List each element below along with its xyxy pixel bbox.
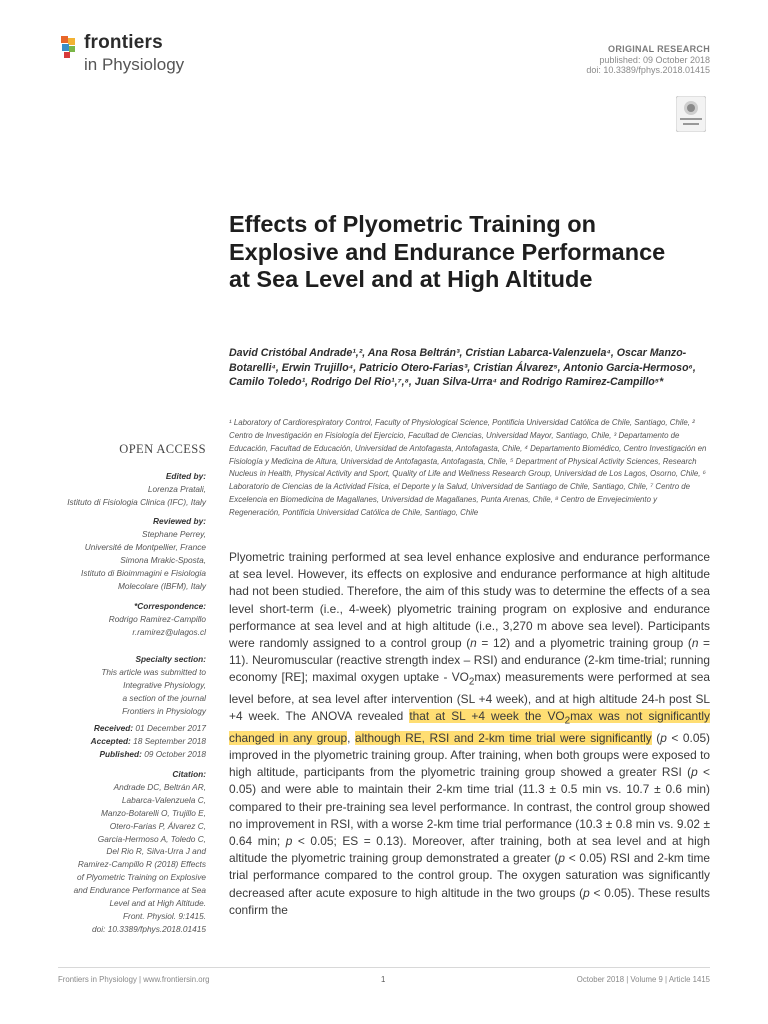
correspondence-label: *Correspondence: bbox=[134, 601, 206, 611]
citation-line: of Plyometric Training on Explosive bbox=[77, 872, 206, 883]
citation-doi[interactable]: doi: 10.3389/fphys.2018.01415 bbox=[92, 923, 206, 934]
abstract-text: Plyometric training performed at sea level enhance explosive and endurance performance at sea level. However, its effects on explosive and endurance performance at high altitude had not been studied. Therefore, the aim of this study was to determine the effects of a sea level short-term (i.e., 4-week) plyometric training program on explosive and endurance performance at sea level and at high altitude (i.e., 3,270 m above sea level). Participants were randomly assigned to a control group ( bbox=[229, 550, 710, 651]
dates-block bbox=[91, 722, 206, 761]
check-for-updates-icon bbox=[676, 96, 706, 132]
frontiers-logo-icon bbox=[58, 34, 80, 62]
citation-block bbox=[74, 768, 206, 936]
abstract-text: = 12) and a plyometric training group ( bbox=[476, 636, 692, 651]
correspondence-name: Rodrigo Ramirez-Campillo bbox=[108, 613, 206, 624]
footer-article-info: October 2018 | Volume 9 | Article 1415 bbox=[576, 975, 710, 984]
abstract-text: < 0.05; ES = 0.13). Moreover, after training, both at sea level and at high altitude the plyometric training group demonstrated a greater ( bbox=[229, 834, 710, 866]
published-date-side: 09 October 2018 bbox=[144, 748, 206, 759]
abstract-text: p bbox=[660, 730, 667, 745]
doi[interactable]: doi: 10.3389/fphys.2018.01415 bbox=[586, 65, 710, 75]
reviewed-by-line: Simona Mrakic-Sposta, bbox=[120, 554, 206, 565]
reviewed-by-line: Université de Montpellier, France bbox=[84, 541, 206, 552]
reviewed-by-line: Stephane Perrey, bbox=[142, 528, 206, 539]
edited-by-block bbox=[67, 470, 206, 509]
abstract-text: 2 bbox=[468, 676, 475, 688]
abstract-text: n bbox=[691, 636, 699, 651]
citation-line: Andrade DC, Beltrán AR, bbox=[113, 781, 206, 792]
abstract-text: p bbox=[285, 834, 293, 848]
citation-label: Citation: bbox=[172, 769, 206, 779]
accepted-label: Accepted: bbox=[90, 735, 131, 746]
highlighted-text-part: that at SL +4 week the VO bbox=[409, 709, 565, 724]
citation-line: Front. Physiol. 9:1415. bbox=[122, 910, 206, 921]
abstract-text: ( bbox=[651, 730, 661, 745]
abstract-text: < 0.05) RSI and 2-km time trial performance compared to the control group. The oxygen saturation was significantly decreased after acute exposure to high altitude in the two groups ( bbox=[229, 851, 710, 900]
abstract-text: p bbox=[558, 851, 565, 866]
specialty-line: Integrative Physiology, bbox=[123, 679, 206, 690]
highlighted-text: although RE, RSI and 2-km time trial were significantly bbox=[354, 730, 652, 745]
specialty-label: Specialty section: bbox=[135, 654, 206, 664]
reviewed-by-label: Reviewed by: bbox=[152, 516, 206, 526]
abstract-text: p bbox=[691, 765, 698, 780]
abstract-text: < 0.05) improved in the plyometric training group. After training, when both groups were exposed to high altitude, participants from the plyometric training group showed a greater RSI ( bbox=[229, 730, 711, 780]
article-title: Effects of Plyometric Training on Explosive and Endurance Performance at Sea Level and at High Altitude bbox=[229, 211, 666, 292]
reviewed-by-block bbox=[81, 515, 206, 592]
abstract-text: < 0.05). These results confirm the bbox=[229, 885, 711, 917]
highlighted-text-part: 2 bbox=[564, 715, 571, 727]
accepted-date: 18 September 2018 bbox=[133, 735, 206, 746]
received-label: Received: bbox=[93, 723, 134, 733]
abstract-text: = 11). Neuromuscular (reactive strength index – RSI) and endurance (2-km time-trial; running economy [RE]; maximal oxygen uptake - VO bbox=[229, 636, 710, 685]
affiliations: ¹ Laboratory of Cardiorespiratory Control, Faculty of Physiological Science, Pontificia Universidad Católica de Chile, Santiago, Chile, ² Centro de Investigación en Fisiología del Ejercicio, Facultad de Ciencias, Universidad Mayor, Santiago, Chile, ³ Departamento de Educación, Facultad de Educación, Universidad de Antofagasta, Antofagasta, Chile, ⁴ Departamento Biomédico, Centro Investigación en Fisiología y Medicina de Altura, Universidad de Antofagasta, Antofagasta, Chile, ⁵ Department of Physical Activity Sciences, Research Nucleus in Health, Physical Activity and Sport, Quality of Life and Wellness Research Group, Universidad de Los Lagos, Osorno, Chile, ⁶ Laboratorio de Ciencias de la Actividad Física, el Deporte y la Salud, Universidad de Santiago de Chile, Santiago, Chile, ⁷ Centro de Excelencia en Biomedicina de Magallanes, Universidad de Magallanes, Punta Arenas, Chile, ⁸ Centro de Envejecimiento y Regeneración, Pontificia Universidad Católica de Chile, Santiago, Chile bbox=[229, 418, 707, 517]
journal-name-line1: frontiers bbox=[84, 32, 163, 53]
correspondence-email[interactable]: r.ramirez@ulagos.cl bbox=[132, 626, 206, 637]
abstract-text: n bbox=[470, 636, 477, 651]
citation-line: and Endurance Performance at Sea bbox=[73, 885, 206, 896]
citation-line: Del Rio R, Silva-Urra J and bbox=[106, 846, 206, 857]
reviewed-by-line: Molecolare (IBFM), Italy bbox=[117, 580, 206, 591]
highlighted-text-part: max was not significantly changed in any group bbox=[229, 709, 710, 745]
correspondence-block bbox=[109, 600, 206, 639]
edited-by-line: Istituto di Fisiologia Clinica (IFC), Italy bbox=[67, 496, 206, 507]
abstract-text: p bbox=[583, 885, 590, 900]
footer-journal-link[interactable]: Frontiers in Physiology | www.frontiersin.org bbox=[58, 975, 210, 984]
specialty-block bbox=[101, 653, 206, 718]
abstract-text: , bbox=[347, 730, 355, 745]
published-label: Published: bbox=[99, 748, 142, 759]
abstract-text: < 0.05) and were able to maintain their 2-km time trial (11.3 ± 0.5 min vs. 10.7 ± 0.6 min) compared to their pre-training sea level performance. In contrast, the control group showed no improvement in RSI, with a worse 2-km time trial performance (10.3 ± 0.8 min vs. 9.02 ± 0.64 min; bbox=[229, 765, 710, 848]
edited-by-label: Edited by: bbox=[165, 471, 206, 481]
edited-by-line: Lorenza Pratali, bbox=[147, 483, 206, 494]
specialty-line: This article was submitted to bbox=[101, 666, 206, 677]
reviewed-by-line: Istituto di Bioimmagini e Fisiologia bbox=[81, 567, 206, 578]
abstract bbox=[229, 549, 710, 919]
citation-line: Otero-Farias P, Álvarez C, bbox=[109, 820, 206, 831]
journal-name-line2: in Physiology bbox=[84, 55, 185, 74]
citation-line: Manzo-Botarelli O, Trujillo E, bbox=[101, 807, 206, 818]
citation-line: Level and at High Altitude. bbox=[109, 898, 206, 909]
specialty-line: a section of the journal bbox=[122, 692, 206, 703]
article-type: ORIGINAL RESEARCH bbox=[608, 44, 710, 54]
abstract-text: max) measurements were performed at sea level before, at sea level after intervention (SL +4 week), and at high altitude 24-h post SL +4 week. The ANOVA revealed bbox=[229, 670, 710, 724]
footer-divider bbox=[58, 967, 710, 968]
citation-line: Ramirez-Campillo R (2018) Effects bbox=[77, 859, 206, 870]
specialty-line: Frontiers in Physiology bbox=[122, 705, 206, 716]
article-header-meta bbox=[586, 44, 710, 76]
published-date: published: 09 October 2018 bbox=[599, 54, 710, 65]
citation-line: Garcia-Hermoso A, Toledo C, bbox=[97, 833, 206, 844]
author-list: David Cristóbal Andrade¹,², Ana Rosa Beltrán³, Cristian Labarca-Valenzuela⁴, Oscar Manzo-Botarelli⁴, Erwin Trujillo⁴, Patricio Otero-Farias³, Cristian Álvarez⁵, Antonio Garcia-Hermoso⁶, Camilo Toledo¹, Rodrigo Del Rio¹,⁷,⁸, Juan Silva-Urra⁴ and Rodrigo Ramirez-Campillo⁵* bbox=[229, 347, 696, 389]
citation-line: Labarca-Valenzuela C, bbox=[121, 794, 206, 805]
open-access-label: OPEN ACCESS bbox=[119, 442, 206, 456]
page-number: 1 bbox=[381, 975, 386, 984]
check-for-updates-badge[interactable] bbox=[676, 96, 706, 132]
journal-logo bbox=[58, 32, 208, 82]
received-date: 01 December 2017 bbox=[135, 723, 206, 733]
